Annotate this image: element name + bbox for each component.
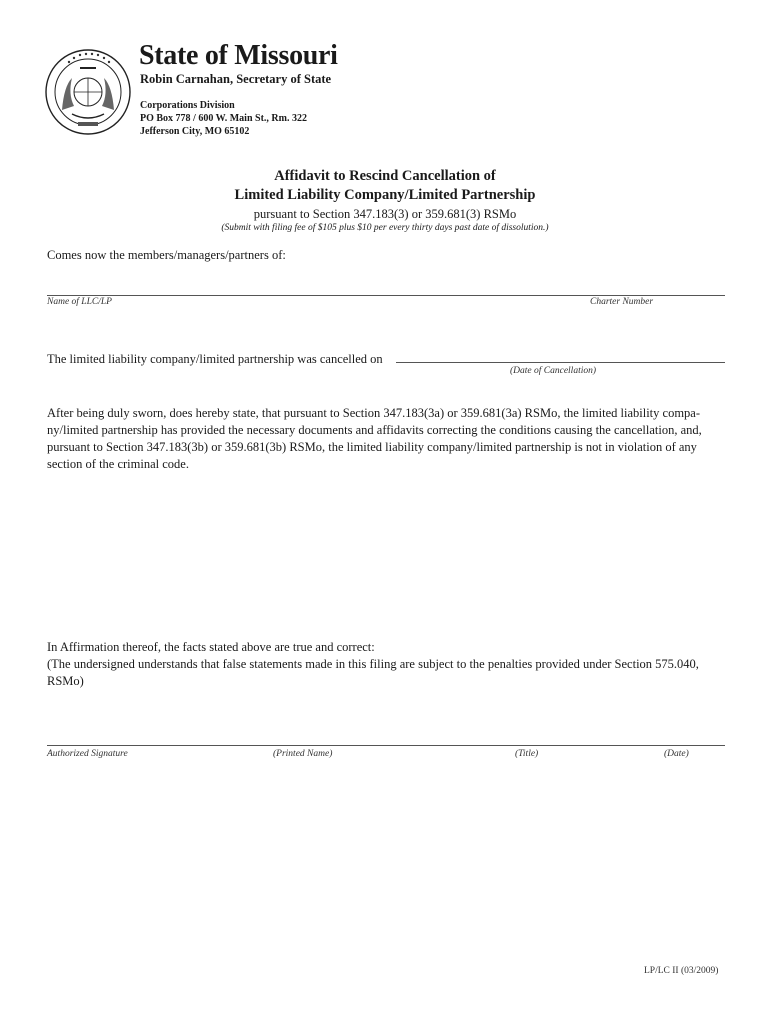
cancelled-text: The limited liability company/limited partnership was cancelled on — [47, 352, 383, 366]
sworn-line-4: section of the criminal code. — [47, 457, 189, 471]
affirmation-block — [47, 639, 727, 690]
address-line: PO Box 778 / 600 W. Main St., Rm. 322 — [140, 113, 307, 124]
llc-name-field[interactable] — [47, 295, 725, 296]
fee-note: (Submit with filing fee of $105 plus $10 per every thirty days past date of dissolution.) — [221, 223, 549, 233]
city-line: Jefferson City, MO 65102 — [140, 126, 250, 137]
division-name: Corporations Division — [140, 100, 235, 111]
affirmation-line-3: RSMo) — [47, 674, 84, 688]
pursuant-section: pursuant to Section 347.183(3) or 359.681(3) RSMo — [253, 207, 517, 221]
intro-text: Comes now the members/managers/partners of: — [47, 248, 286, 262]
affirmation-line-2: (The undersigned understands that false statements made in this filing are subject to the penalties provided under Section 575.040, — [47, 657, 699, 671]
sworn-line-3: pursuant to Section 347.183(3b) or 359.681(3b) RSMo, the limited liability company/limited partnership is not in violation of any — [47, 440, 697, 454]
llc-name-caption: Name of LLC/LP — [47, 297, 112, 307]
sworn-paragraph — [47, 405, 723, 473]
form-title-line1: Affidavit to Rescind Cancellation of — [274, 168, 496, 184]
sworn-line-2: ny/limited partnership has provided the necessary documents and affidavits correcting the conditions causing the cancellation, and, — [47, 423, 702, 437]
page-title: State of Missouri — [139, 40, 338, 71]
title-caption: (Title) — [515, 749, 539, 759]
authorized-signature-caption: Authorized Signature — [47, 749, 128, 759]
form-title-line2: Limited Liability Company/Limited Partnership — [234, 187, 536, 203]
date-caption: (Date) — [664, 749, 689, 759]
charter-number-caption: Charter Number — [590, 297, 654, 307]
signature-field[interactable] — [47, 745, 725, 746]
cancellation-date-caption: (Date of Cancellation) — [510, 366, 597, 376]
printed-name-caption: (Printed Name) — [273, 749, 333, 759]
form-number: LP/LC II (03/2009) — [644, 966, 719, 976]
sworn-line-1: After being duly sworn, does hereby state, that pursuant to Section 347.183(3a) or 359.681(3a) RSMo, the limited liability compa- — [47, 406, 700, 420]
affirmation-line-1: In Affirmation thereof, the facts stated above are true and correct: — [47, 640, 375, 654]
cancellation-date-field[interactable] — [396, 362, 725, 363]
secretary-name: Robin Carnahan, Secretary of State — [140, 72, 332, 86]
missouri-state-seal — [44, 48, 132, 136]
